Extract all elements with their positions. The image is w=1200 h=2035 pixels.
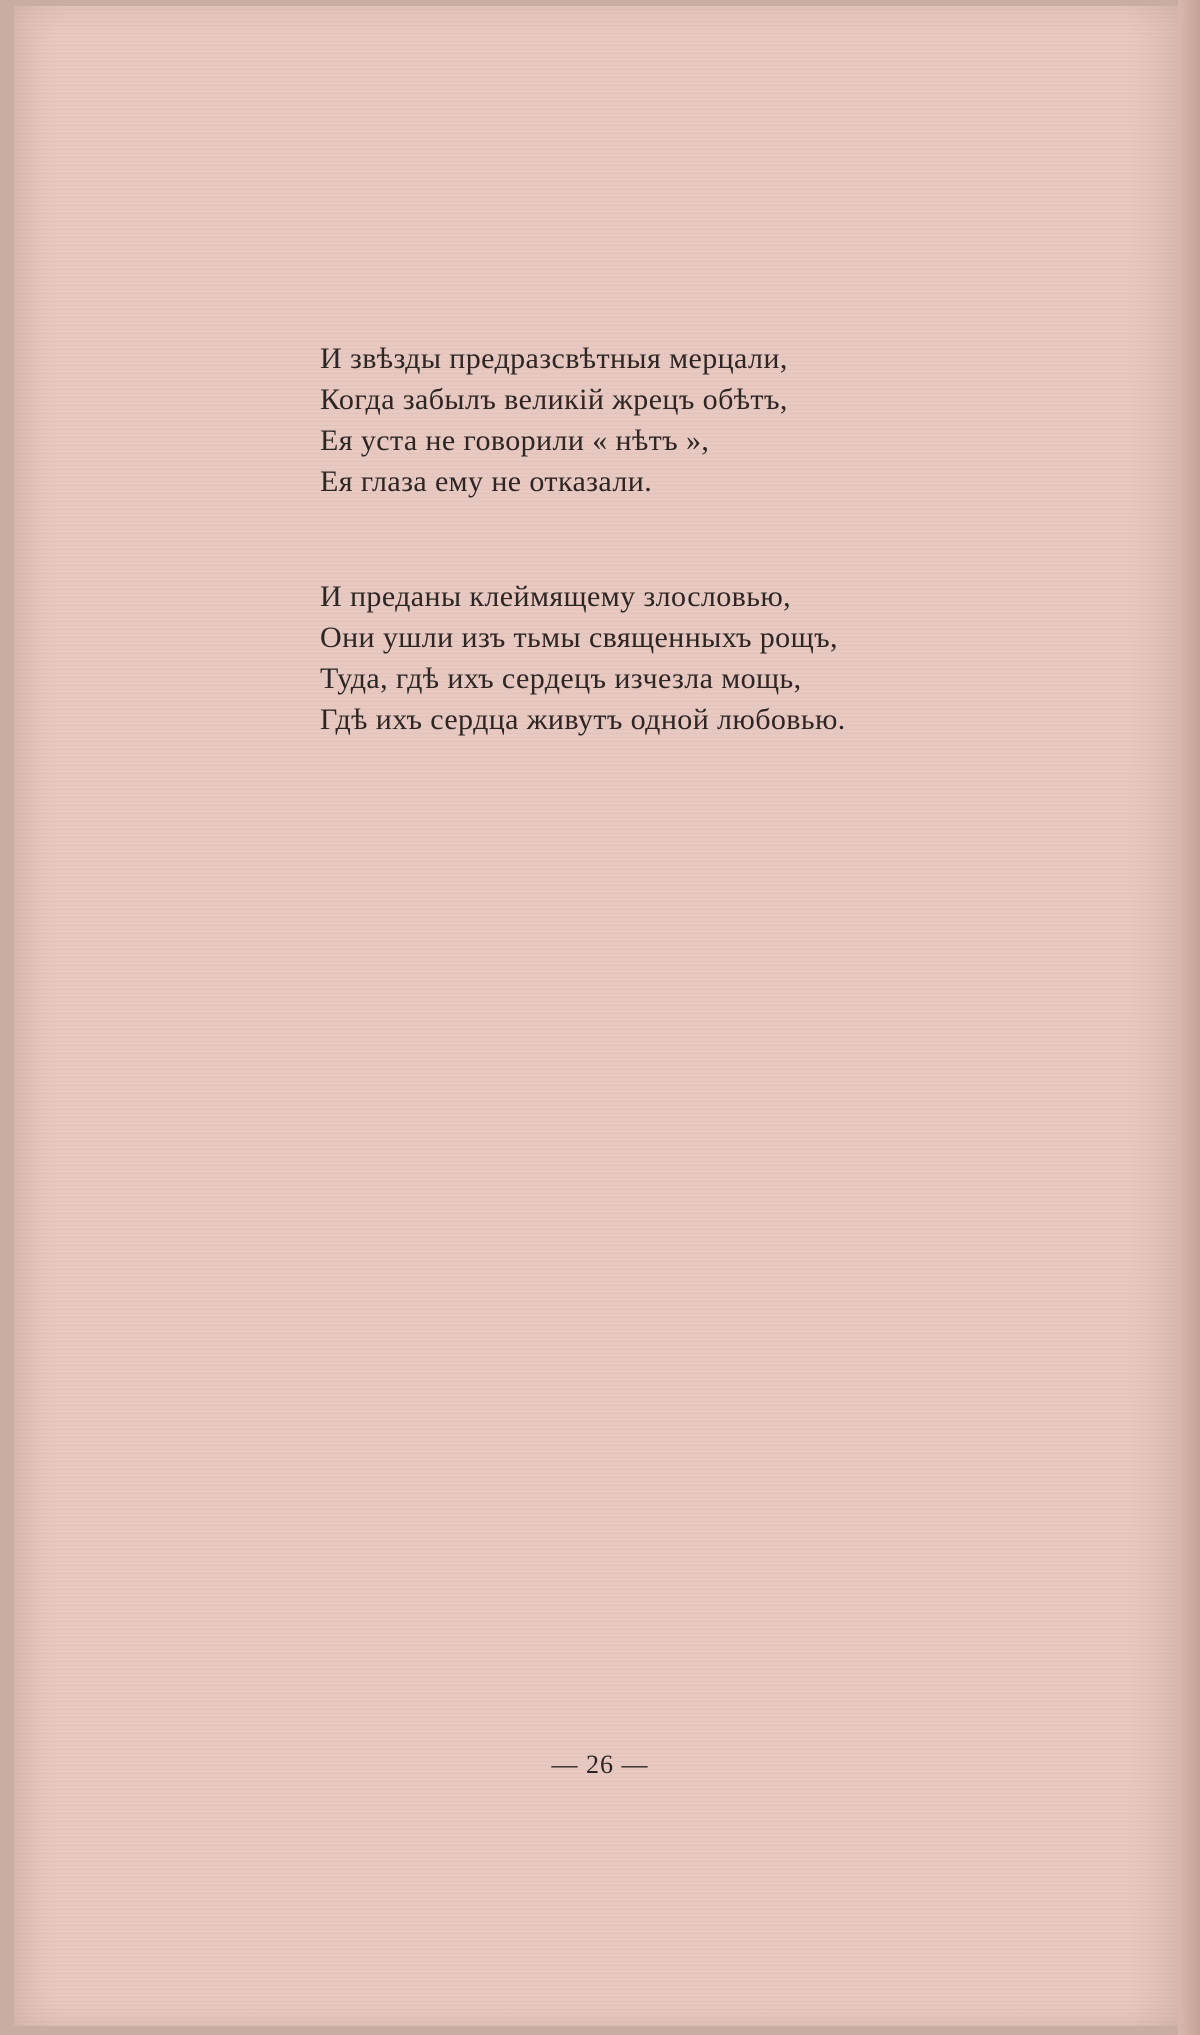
page-number: — 26 — [551, 1750, 649, 1779]
page-edge-shadow [1178, 0, 1200, 2035]
poem-line: Ея уста не говорили « нѣтъ », [320, 424, 710, 457]
poem-line: Они ушли изъ тьмы священныхъ рощъ, [320, 621, 838, 654]
poem-stanza-1 [320, 338, 788, 502]
book-page [14, 6, 1184, 2026]
poem-line: И звѣзды предразсвѣтныя мерцали, [320, 342, 788, 375]
poem-line: Гдѣ ихъ сердца живутъ одной любовью. [320, 703, 846, 736]
poem-line: Туда, гдѣ ихъ сердецъ изчезла мощь, [320, 662, 802, 695]
poem-stanza-2 [320, 576, 846, 740]
poem-line: И преданы клеймящему злословью, [320, 580, 792, 613]
poem-line: Ея глаза ему не отказали. [320, 465, 653, 498]
poem-line: Когда забылъ великій жрецъ обѣтъ, [320, 383, 788, 416]
